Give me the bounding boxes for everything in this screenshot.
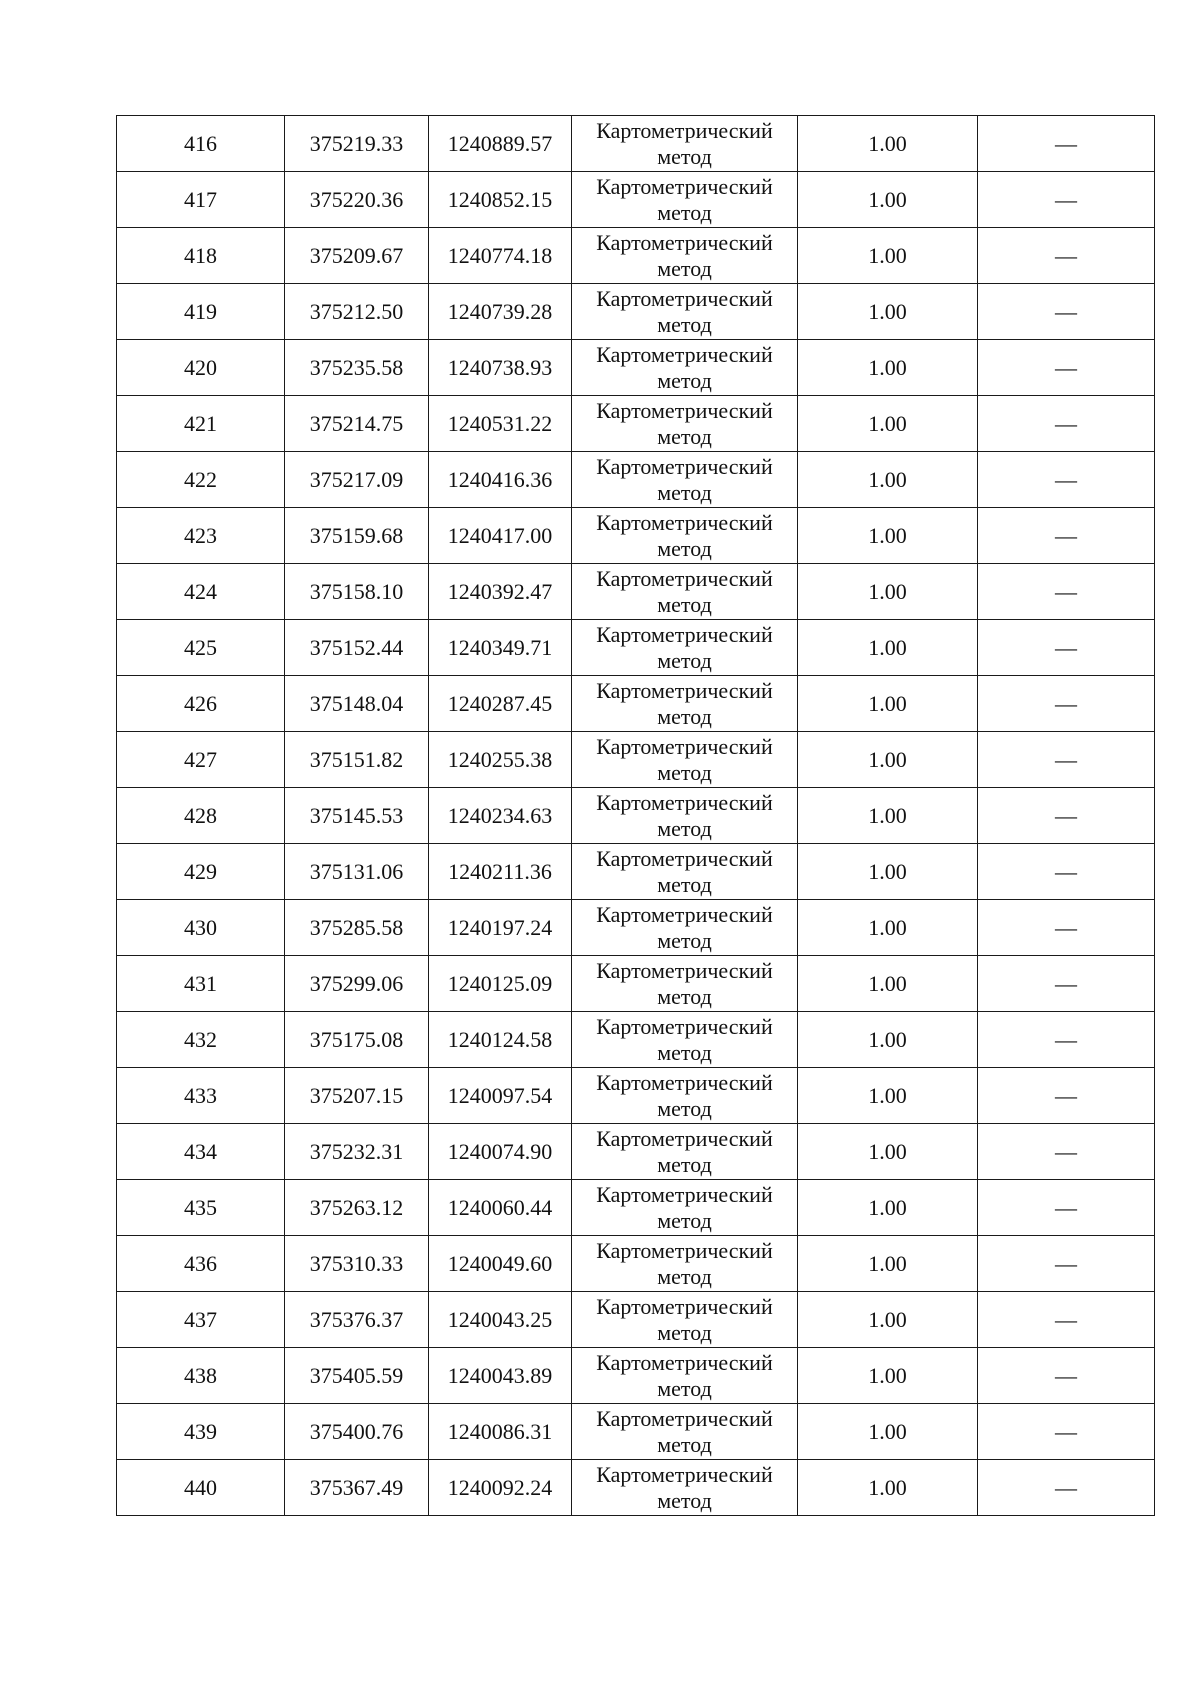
method-cell (572, 1404, 798, 1460)
point-number-cell: 427 (117, 732, 285, 788)
point-number-cell: 440 (117, 1460, 285, 1516)
point-number-cell: 439 (117, 1404, 285, 1460)
point-number-cell: 420 (117, 340, 285, 396)
point-number-cell: 435 (117, 1180, 285, 1236)
table-row (117, 1348, 1155, 1404)
method-line2: метод (657, 367, 712, 393)
method-cell (572, 620, 798, 676)
table-row (117, 1012, 1155, 1068)
point-number-cell: 426 (117, 676, 285, 732)
note-cell: — (978, 1180, 1155, 1236)
point-number-cell: 434 (117, 1124, 285, 1180)
table-row (117, 1180, 1155, 1236)
method-cell (572, 452, 798, 508)
note-cell: — (978, 1292, 1155, 1348)
x-coordinate-cell: 375220.36 (285, 172, 429, 228)
x-coordinate-cell: 375212.50 (285, 284, 429, 340)
method-line1: Картометрический (596, 957, 773, 983)
accuracy-cell: 1.00 (798, 1404, 978, 1460)
x-coordinate-cell: 375405.59 (285, 1348, 429, 1404)
method-line2: метод (657, 535, 712, 561)
note-cell: — (978, 1348, 1155, 1404)
method-line1: Картометрический (596, 733, 773, 759)
method-cell (572, 900, 798, 956)
coordinates-table-body (117, 116, 1155, 1516)
method-line2: метод (657, 479, 712, 505)
method-line2: метод (657, 143, 712, 169)
method-line1: Картометрический (596, 789, 773, 815)
method-cell (572, 564, 798, 620)
accuracy-cell: 1.00 (798, 452, 978, 508)
note-cell: — (978, 788, 1155, 844)
method-cell (572, 1012, 798, 1068)
x-coordinate-cell: 375145.53 (285, 788, 429, 844)
method-line2: метод (657, 1375, 712, 1401)
y-coordinate-cell: 1240531.22 (429, 396, 572, 452)
x-coordinate-cell: 375214.75 (285, 396, 429, 452)
y-coordinate-cell: 1240417.00 (429, 508, 572, 564)
point-number-cell: 423 (117, 508, 285, 564)
method-line2: метод (657, 1431, 712, 1457)
method-line2: метод (657, 703, 712, 729)
table-row (117, 284, 1155, 340)
x-coordinate-cell: 375285.58 (285, 900, 429, 956)
note-cell: — (978, 172, 1155, 228)
point-number-cell: 417 (117, 172, 285, 228)
method-cell (572, 1292, 798, 1348)
method-line1: Картометрический (596, 285, 773, 311)
y-coordinate-cell: 1240889.57 (429, 116, 572, 172)
method-line1: Картометрический (596, 453, 773, 479)
y-coordinate-cell: 1240092.24 (429, 1460, 572, 1516)
method-line1: Картометрический (596, 1237, 773, 1263)
y-coordinate-cell: 1240097.54 (429, 1068, 572, 1124)
point-number-cell: 436 (117, 1236, 285, 1292)
y-coordinate-cell: 1240392.47 (429, 564, 572, 620)
note-cell: — (978, 452, 1155, 508)
y-coordinate-cell: 1240211.36 (429, 844, 572, 900)
accuracy-cell: 1.00 (798, 956, 978, 1012)
method-cell (572, 1124, 798, 1180)
method-line1: Картометрический (596, 1181, 773, 1207)
method-line1: Картометрический (596, 229, 773, 255)
table-row (117, 228, 1155, 284)
y-coordinate-cell: 1240416.36 (429, 452, 572, 508)
method-line1: Картометрический (596, 509, 773, 535)
note-cell: — (978, 1012, 1155, 1068)
method-cell (572, 284, 798, 340)
method-line2: метод (657, 1207, 712, 1233)
note-cell: — (978, 396, 1155, 452)
x-coordinate-cell: 375151.82 (285, 732, 429, 788)
note-cell: — (978, 844, 1155, 900)
x-coordinate-cell: 375217.09 (285, 452, 429, 508)
point-number-cell: 424 (117, 564, 285, 620)
accuracy-cell: 1.00 (798, 284, 978, 340)
x-coordinate-cell: 375148.04 (285, 676, 429, 732)
method-line1: Картометрический (596, 565, 773, 591)
x-coordinate-cell: 375175.08 (285, 1012, 429, 1068)
x-coordinate-cell: 375367.49 (285, 1460, 429, 1516)
x-coordinate-cell: 375232.31 (285, 1124, 429, 1180)
x-coordinate-cell: 375219.33 (285, 116, 429, 172)
x-coordinate-cell: 375158.10 (285, 564, 429, 620)
accuracy-cell: 1.00 (798, 1180, 978, 1236)
point-number-cell: 433 (117, 1068, 285, 1124)
accuracy-cell: 1.00 (798, 844, 978, 900)
x-coordinate-cell: 375209.67 (285, 228, 429, 284)
method-cell (572, 676, 798, 732)
method-line1: Картометрический (596, 1349, 773, 1375)
y-coordinate-cell: 1240043.25 (429, 1292, 572, 1348)
note-cell: — (978, 228, 1155, 284)
method-line1: Картометрический (596, 173, 773, 199)
note-cell: — (978, 620, 1155, 676)
point-number-cell: 419 (117, 284, 285, 340)
method-cell (572, 508, 798, 564)
accuracy-cell: 1.00 (798, 340, 978, 396)
note-cell: — (978, 1236, 1155, 1292)
method-line2: метод (657, 759, 712, 785)
method-line1: Картометрический (596, 677, 773, 703)
method-line2: метод (657, 311, 712, 337)
y-coordinate-cell: 1240124.58 (429, 1012, 572, 1068)
accuracy-cell: 1.00 (798, 172, 978, 228)
note-cell: — (978, 732, 1155, 788)
y-coordinate-cell: 1240043.89 (429, 1348, 572, 1404)
y-coordinate-cell: 1240349.71 (429, 620, 572, 676)
x-coordinate-cell: 375376.37 (285, 1292, 429, 1348)
y-coordinate-cell: 1240234.63 (429, 788, 572, 844)
x-coordinate-cell: 375310.33 (285, 1236, 429, 1292)
method-cell (572, 228, 798, 284)
method-line1: Картометрический (596, 901, 773, 927)
accuracy-cell: 1.00 (798, 396, 978, 452)
accuracy-cell: 1.00 (798, 900, 978, 956)
table-row (117, 956, 1155, 1012)
note-cell: — (978, 116, 1155, 172)
method-line2: метод (657, 423, 712, 449)
note-cell: — (978, 508, 1155, 564)
accuracy-cell: 1.00 (798, 1124, 978, 1180)
y-coordinate-cell: 1240738.93 (429, 340, 572, 396)
table-row (117, 844, 1155, 900)
point-number-cell: 421 (117, 396, 285, 452)
method-line1: Картометрический (596, 845, 773, 871)
table-row (117, 1236, 1155, 1292)
accuracy-cell: 1.00 (798, 676, 978, 732)
point-number-cell: 418 (117, 228, 285, 284)
note-cell: — (978, 900, 1155, 956)
method-cell (572, 1180, 798, 1236)
point-number-cell: 429 (117, 844, 285, 900)
x-coordinate-cell: 375159.68 (285, 508, 429, 564)
table-row (117, 1404, 1155, 1460)
table-row (117, 396, 1155, 452)
method-cell (572, 396, 798, 452)
method-line2: метод (657, 815, 712, 841)
x-coordinate-cell: 375235.58 (285, 340, 429, 396)
table-row (117, 788, 1155, 844)
point-number-cell: 437 (117, 1292, 285, 1348)
method-line1: Картометрический (596, 397, 773, 423)
note-cell: — (978, 1124, 1155, 1180)
method-cell (572, 1460, 798, 1516)
method-cell (572, 732, 798, 788)
accuracy-cell: 1.00 (798, 1236, 978, 1292)
method-line2: метод (657, 1487, 712, 1513)
method-cell (572, 340, 798, 396)
method-line1: Картометрический (596, 1013, 773, 1039)
note-cell: — (978, 284, 1155, 340)
method-cell (572, 844, 798, 900)
table-row (117, 1068, 1155, 1124)
method-line2: метод (657, 1319, 712, 1345)
note-cell: — (978, 1404, 1155, 1460)
y-coordinate-cell: 1240125.09 (429, 956, 572, 1012)
y-coordinate-cell: 1240049.60 (429, 1236, 572, 1292)
table-row (117, 564, 1155, 620)
accuracy-cell: 1.00 (798, 732, 978, 788)
table-row (117, 1460, 1155, 1516)
accuracy-cell: 1.00 (798, 620, 978, 676)
method-cell (572, 116, 798, 172)
point-number-cell: 431 (117, 956, 285, 1012)
point-number-cell: 416 (117, 116, 285, 172)
y-coordinate-cell: 1240060.44 (429, 1180, 572, 1236)
table-row (117, 452, 1155, 508)
method-line1: Картометрический (596, 1405, 773, 1431)
table-row (117, 116, 1155, 172)
x-coordinate-cell: 375152.44 (285, 620, 429, 676)
x-coordinate-cell: 375207.15 (285, 1068, 429, 1124)
y-coordinate-cell: 1240739.28 (429, 284, 572, 340)
method-line2: метод (657, 871, 712, 897)
method-line1: Картометрический (596, 1461, 773, 1487)
point-number-cell: 432 (117, 1012, 285, 1068)
accuracy-cell: 1.00 (798, 1012, 978, 1068)
note-cell: — (978, 1460, 1155, 1516)
method-line2: метод (657, 255, 712, 281)
table-row (117, 172, 1155, 228)
method-line2: метод (657, 591, 712, 617)
point-number-cell: 425 (117, 620, 285, 676)
y-coordinate-cell: 1240074.90 (429, 1124, 572, 1180)
accuracy-cell: 1.00 (798, 1348, 978, 1404)
accuracy-cell: 1.00 (798, 228, 978, 284)
accuracy-cell: 1.00 (798, 1460, 978, 1516)
y-coordinate-cell: 1240287.45 (429, 676, 572, 732)
method-cell (572, 1348, 798, 1404)
method-cell (572, 1068, 798, 1124)
y-coordinate-cell: 1240197.24 (429, 900, 572, 956)
method-line1: Картометрический (596, 117, 773, 143)
method-line2: метод (657, 199, 712, 225)
method-line1: Картометрический (596, 1069, 773, 1095)
accuracy-cell: 1.00 (798, 564, 978, 620)
note-cell: — (978, 1068, 1155, 1124)
note-cell: — (978, 340, 1155, 396)
method-line1: Картометрический (596, 1125, 773, 1151)
table-row (117, 900, 1155, 956)
method-line2: метод (657, 1263, 712, 1289)
method-line2: метод (657, 983, 712, 1009)
table-row (117, 1292, 1155, 1348)
method-line2: метод (657, 1151, 712, 1177)
y-coordinate-cell: 1240086.31 (429, 1404, 572, 1460)
x-coordinate-cell: 375131.06 (285, 844, 429, 900)
note-cell: — (978, 564, 1155, 620)
method-line1: Картометрический (596, 341, 773, 367)
method-cell (572, 788, 798, 844)
note-cell: — (978, 956, 1155, 1012)
table-row (117, 508, 1155, 564)
coordinates-table (116, 115, 1155, 1516)
table-row (117, 1124, 1155, 1180)
method-line1: Картометрический (596, 1293, 773, 1319)
x-coordinate-cell: 375263.12 (285, 1180, 429, 1236)
method-line2: метод (657, 927, 712, 953)
accuracy-cell: 1.00 (798, 1068, 978, 1124)
method-cell (572, 1236, 798, 1292)
x-coordinate-cell: 375299.06 (285, 956, 429, 1012)
method-cell (572, 172, 798, 228)
accuracy-cell: 1.00 (798, 1292, 978, 1348)
point-number-cell: 428 (117, 788, 285, 844)
point-number-cell: 438 (117, 1348, 285, 1404)
note-cell: — (978, 676, 1155, 732)
x-coordinate-cell: 375400.76 (285, 1404, 429, 1460)
method-line1: Картометрический (596, 621, 773, 647)
accuracy-cell: 1.00 (798, 788, 978, 844)
table-row (117, 340, 1155, 396)
table-row (117, 620, 1155, 676)
accuracy-cell: 1.00 (798, 116, 978, 172)
point-number-cell: 422 (117, 452, 285, 508)
table-row (117, 732, 1155, 788)
method-line2: метод (657, 1095, 712, 1121)
y-coordinate-cell: 1240852.15 (429, 172, 572, 228)
method-line2: метод (657, 647, 712, 673)
y-coordinate-cell: 1240255.38 (429, 732, 572, 788)
method-line2: метод (657, 1039, 712, 1065)
point-number-cell: 430 (117, 900, 285, 956)
y-coordinate-cell: 1240774.18 (429, 228, 572, 284)
method-cell (572, 956, 798, 1012)
accuracy-cell: 1.00 (798, 508, 978, 564)
table-row (117, 676, 1155, 732)
